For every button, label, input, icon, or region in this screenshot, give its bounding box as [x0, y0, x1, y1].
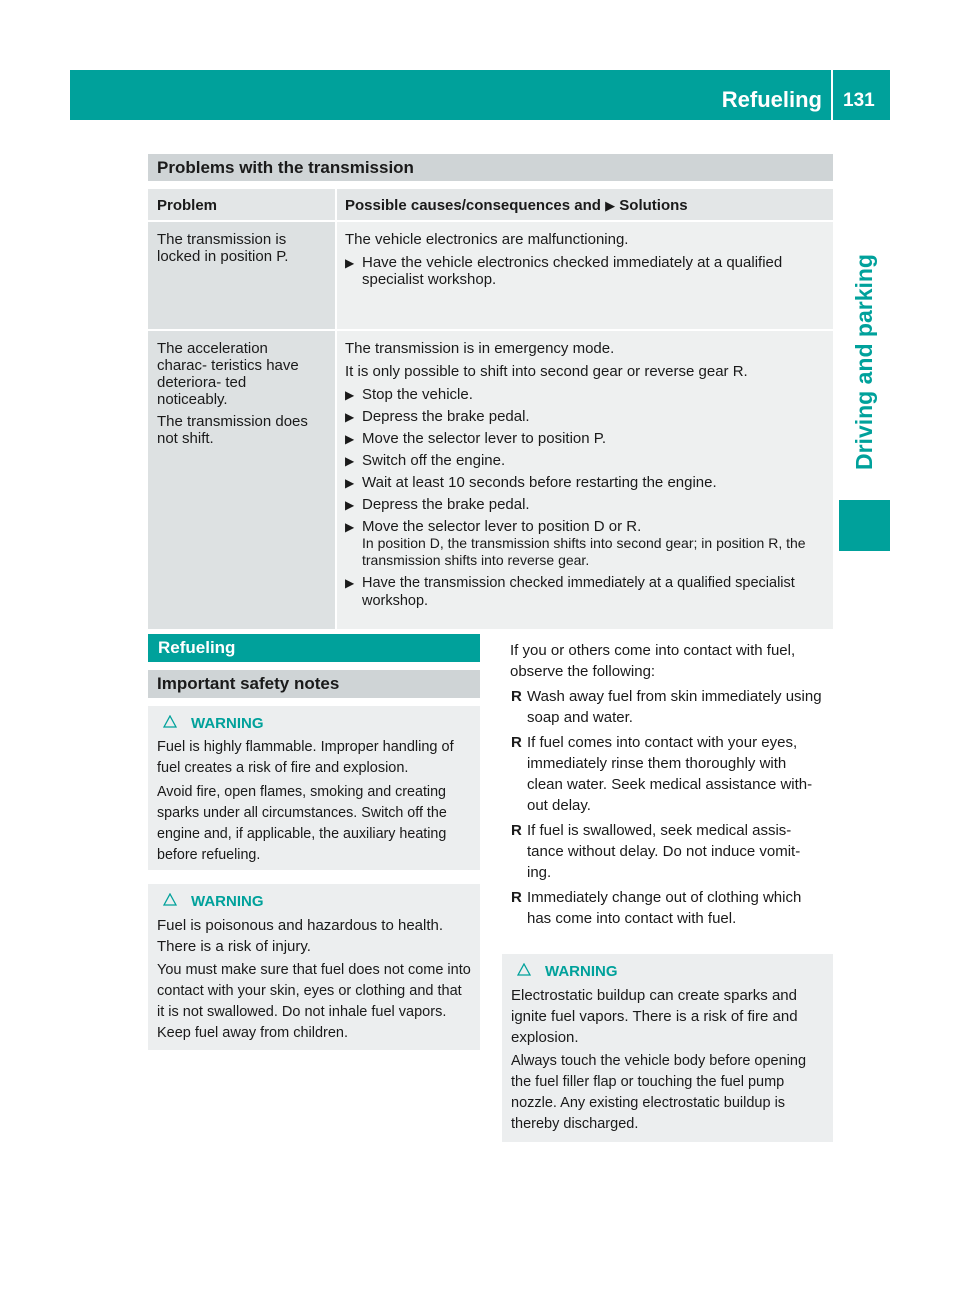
- solutions-header-text: Possible causes/consequences and: [345, 197, 601, 214]
- step-text: Move the selector lever to position D or R.: [362, 518, 642, 535]
- table-title: Problems with the transmission: [148, 154, 833, 181]
- solution-step: [345, 408, 825, 425]
- cause-text: The transmission is in emergency mode.: [345, 340, 615, 357]
- page-number: 131: [843, 90, 875, 111]
- arrow-icon: ▶: [345, 388, 355, 402]
- warning-box: [148, 884, 480, 1050]
- list-item-text: If fuel is swallowed, seek medical assis- tance without delay. Do not induce vomit- ing.: [527, 822, 801, 881]
- list-item: R If fuel comes into contact with your eyes, immediately rinse them thoroughly with clean water. Seek medical assistance with- out delay.: [511, 734, 813, 814]
- subheading-safety-notes: Important safety notes: [148, 670, 480, 698]
- arrow-icon: ▶: [345, 476, 355, 490]
- side-chapter-label: Driving and parking: [851, 254, 877, 470]
- list-item-text: Wash away fuel from skin immediately using soap and water.: [527, 688, 822, 726]
- warning-box: [148, 706, 480, 870]
- solution-step: [345, 254, 825, 288]
- solution-step: [345, 474, 825, 491]
- list-item: R Immediately change out of clothing which has come into contact with fuel.: [511, 889, 802, 927]
- list-item: R If fuel is swallowed, seek medical assis- tance without delay. Do not induce vomit- ing.: [511, 822, 801, 881]
- solution-step: [345, 430, 825, 447]
- solution-cell: [337, 331, 833, 629]
- solution-cell: [337, 222, 833, 329]
- problem-cell: [148, 331, 335, 629]
- warning-box: [502, 954, 833, 1142]
- column-header-solutions: [337, 189, 833, 220]
- warning-label: WARNING: [545, 963, 618, 980]
- step-text: Switch off the engine.: [362, 452, 506, 469]
- warning-text: Electrostatic buildup can create sparks and ignite fuel vapors. There is a risk of fire and explosion.: [511, 987, 798, 1046]
- solution-step: [345, 452, 825, 469]
- column-header-problem: Problem: [148, 189, 335, 220]
- warning-text: Fuel is highly flammable. Improper handling of fuel creates a risk of fire and explosion.: [157, 739, 454, 776]
- arrow-icon: ▶: [345, 410, 355, 424]
- arrow-icon: ▶: [345, 576, 355, 590]
- warning-text: Always touch the vehicle body before opening the fuel filler flap or touching the fuel pump nozzle. Any existing electrostatic buildup is thereby discharged.: [511, 1053, 807, 1132]
- instructions-intro: If you or others come into contact with fuel, observe the following:: [510, 642, 796, 680]
- header-divider: [831, 70, 833, 120]
- list-item-text: Immediately change out of clothing which has come into contact with fuel.: [527, 889, 802, 927]
- consequence-text: It is only possible to shift into second gear or reverse gear R.: [345, 363, 748, 380]
- step-text: Depress the brake pedal.: [362, 496, 530, 513]
- problem-text: The transmission does not shift.: [157, 413, 308, 447]
- warning-text: Avoid fire, open flames, smoking and creating sparks under all circumstances. Switch off the engine and, if applicable, the auxiliary heating before refueling.: [157, 784, 447, 863]
- step-text: Move the selector lever to position P.: [362, 430, 607, 447]
- table-header-row: [148, 189, 833, 220]
- step-text: Have the vehicle electronics checked immediately at a qualified specialist workshop.: [362, 254, 783, 288]
- step-text: Have the transmission checked immediately at a qualified specialist workshop.: [362, 575, 795, 609]
- arrow-icon: ▶: [345, 256, 355, 270]
- arrow-icon: ▶: [345, 520, 355, 534]
- solution-step: [345, 574, 825, 610]
- step-text: Wait at least 10 seconds before restarting the engine.: [362, 474, 717, 491]
- warning-text: Fuel is poisonous and hazardous to health. There is a risk of injury.: [157, 917, 444, 955]
- problems-table: [148, 189, 833, 629]
- arrow-icon: ▶: [605, 198, 616, 213]
- page-section-title: Refueling: [721, 87, 822, 112]
- warning-label: WARNING: [191, 893, 264, 910]
- arrow-icon: ▶: [345, 432, 355, 446]
- section-heading-refueling: Refueling: [148, 634, 480, 662]
- table-row: [148, 222, 833, 329]
- warning-triangle-icon: [163, 715, 177, 732]
- step-note: In position D, the transmission shifts into second gear; in position R, the transmission shifts into reverse gear.: [362, 535, 806, 568]
- solution-step: [345, 496, 825, 513]
- warning-triangle-icon: [517, 963, 531, 980]
- warning-label: WARNING: [191, 715, 264, 732]
- warning-title: [157, 715, 472, 732]
- problem-text: The acceleration charac- teristics have deteriora- ted noticeably.: [157, 340, 299, 408]
- solutions-header-suffix: Solutions: [619, 197, 688, 214]
- solution-step: [345, 386, 825, 403]
- step-text: Stop the vehicle.: [362, 386, 473, 403]
- warning-triangle-icon: [163, 893, 177, 910]
- warning-title: [511, 963, 825, 980]
- list-item-text: If fuel comes into contact with your eyes, immediately rinse them thoroughly with clean water. Seek medical assistance with- out delay.: [527, 734, 813, 814]
- arrow-icon: ▶: [345, 454, 355, 468]
- problem-cell: [148, 222, 335, 329]
- step-text: Depress the brake pedal.: [362, 408, 530, 425]
- list-item: R Wash away fuel from skin immediately using soap and water.: [511, 688, 822, 726]
- side-chapter-marker: [839, 500, 890, 551]
- fuel-contact-instructions: [502, 634, 833, 940]
- arrow-icon: ▶: [345, 498, 355, 512]
- table-row: [148, 331, 833, 629]
- cause-text: The vehicle electronics are malfunctioning.: [345, 231, 629, 248]
- solution-step: [345, 518, 825, 569]
- problem-text: The transmission is locked in position P.: [157, 231, 289, 265]
- warning-title: [157, 893, 472, 910]
- warning-text: You must make sure that fuel does not come into contact with your skin, eyes or clothing and that it is not swallowed. Do not inhale fuel vapors. Keep fuel away from children.: [157, 962, 471, 1041]
